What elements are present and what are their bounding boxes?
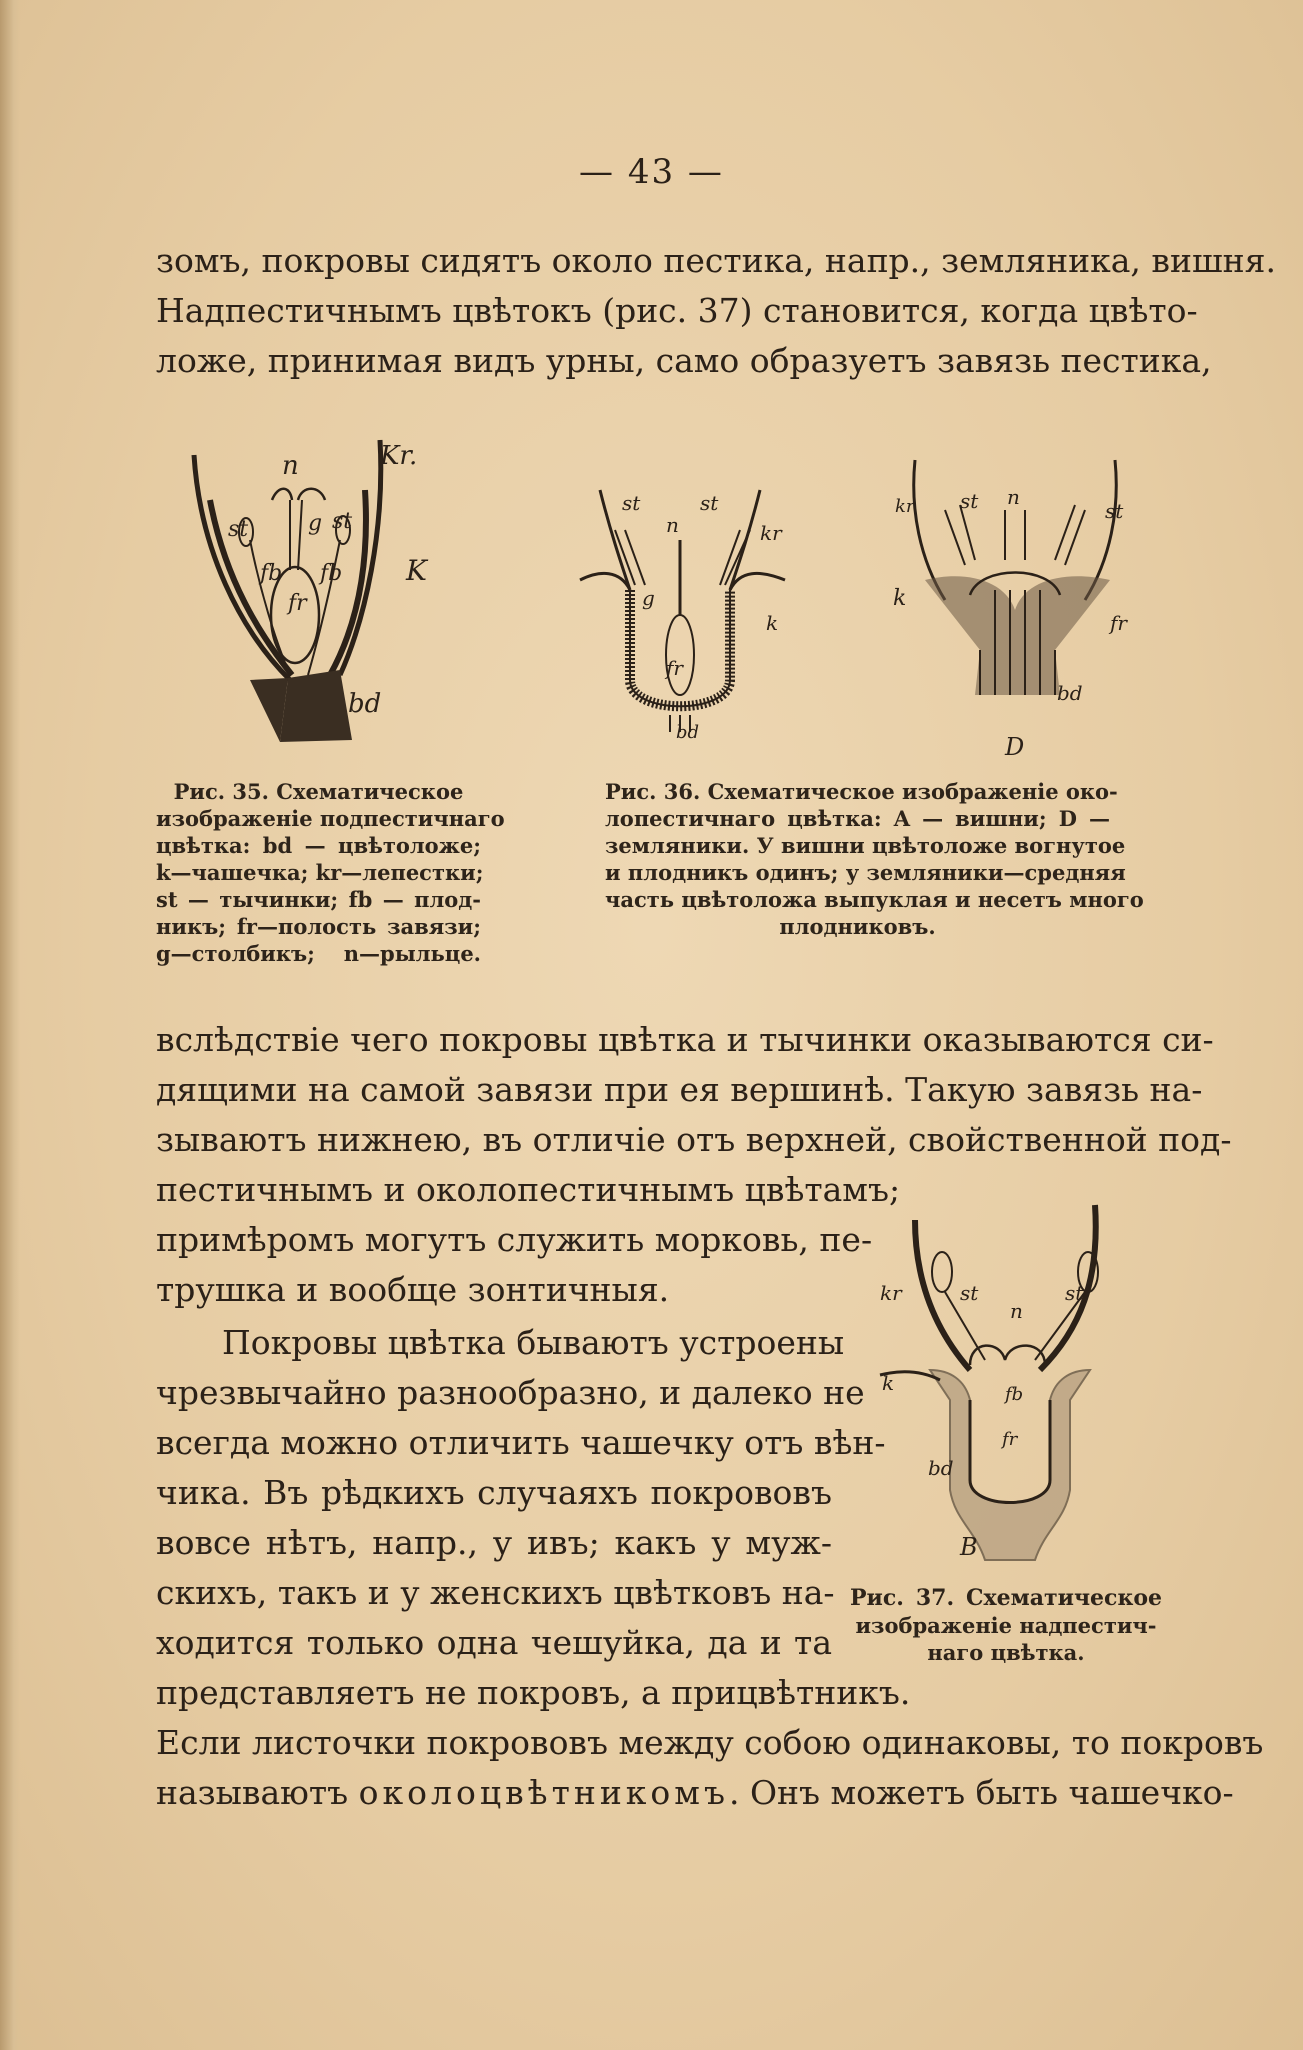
text-line: зомъ, покровы сидятъ около пестика, напр., земляника, вишня. <box>156 241 1276 280</box>
text-line <box>156 1768 1234 1818</box>
fig36a-label-kr: kr <box>760 521 782 545</box>
caption-line: Рис. 37. Схематическое <box>850 1585 1162 1611</box>
text-line: чика. Въ рѣдкихъ случаяхъ покрововъ <box>156 1473 832 1512</box>
text-line: чрезвычайно разнообразно, и далеко не <box>156 1373 865 1412</box>
fig36a-label-fr: fr <box>666 656 683 680</box>
fig36a-label-k: k <box>766 611 779 635</box>
fig35-label-bd: bd <box>348 689 382 719</box>
fig35-label-fr: fr <box>288 591 307 616</box>
fig36a-label-st: st <box>700 491 719 515</box>
fig37-label-kr: kr <box>880 1281 902 1305</box>
figure-36a-drawing <box>570 470 810 740</box>
page-number: — 43 — <box>579 152 724 192</box>
page-edge-shadow <box>0 0 20 2050</box>
fig36d-label-st: st <box>960 489 979 513</box>
fig35-label-fb: fb <box>260 561 283 586</box>
fig37-label-n: n <box>1010 1299 1023 1323</box>
fig36d-label-n: n <box>1007 485 1020 509</box>
text-line: скихъ, такъ и у женскихъ цвѣтковъ на- <box>156 1573 835 1612</box>
caption-line: k—чашечка; kr—лепестки; <box>156 860 484 885</box>
caption-line: Рис. 36. Схематическое изображенiе око- <box>605 779 1118 804</box>
text-line: трушка и вообще зонтичныя. <box>156 1270 670 1309</box>
text-line: представляетъ не покровъ, а прицвѣтникъ. <box>156 1673 911 1712</box>
fig36a-label-n: n <box>666 513 679 537</box>
fig37-label-st: st <box>1065 1281 1084 1305</box>
fig37-label-fr: fr <box>1002 1429 1018 1450</box>
fig37-label-B: B <box>960 1533 978 1561</box>
fig37-label-k: k <box>882 1371 895 1395</box>
caption-line: никъ; fr—полость завязи; <box>156 914 481 939</box>
caption-line: и плодникъ одинъ; у земляники—средняя <box>605 860 1126 885</box>
caption-line: изображенiе надпестич- <box>855 1613 1157 1638</box>
figure-37-caption <box>850 1585 1162 1666</box>
fig36d-label-kr: kr <box>895 496 915 517</box>
figure-37-drawing <box>870 1200 1140 1570</box>
fig36d-label-bd: bd <box>1057 681 1083 705</box>
text-line: вслѣдствiе чего покровы цвѣтка и тычинки оказываются си- <box>156 1020 1214 1059</box>
fig36d-label-fr: fr <box>1110 611 1127 635</box>
fig37-label-st: st <box>960 1281 979 1305</box>
fig35-label-fb: fb <box>320 561 343 586</box>
fig36d-label-D: D <box>1005 733 1025 760</box>
fig37-label-fb: fb <box>1005 1384 1024 1405</box>
text-segment: . Онъ можетъ быть чашечко- <box>728 1773 1234 1812</box>
caption-line: изображенiе подпестичнаго <box>156 806 505 831</box>
caption-line: цвѣтка: bd — цвѣтоложе; <box>156 833 481 858</box>
fig36d-label-st: st <box>1105 499 1124 523</box>
figure-36-caption <box>605 778 1144 940</box>
text-line: Если листочки покрововъ между собою одинаковы, то покровъ <box>156 1723 1264 1762</box>
fig35-label-k: K <box>406 554 427 587</box>
text-line: вовсе нѣтъ, напр., у ивъ; какъ у муж- <box>156 1523 832 1562</box>
text-line: зываютъ нижнею, въ отличiе отъ верхней, свойственной под- <box>156 1120 1232 1159</box>
fig36a-label-bd: bd <box>676 722 700 740</box>
figure-36d-drawing <box>885 450 1145 760</box>
caption-line: часть цвѣтоложа выпуклая и несетъ много <box>605 887 1144 912</box>
caption-line: st — тычинки; fb — плод- <box>156 887 481 912</box>
fig35-label-st: st <box>332 509 353 534</box>
term-perianth: околоцвѣтникомъ <box>358 1773 729 1812</box>
text-segment: называютъ <box>156 1773 359 1812</box>
fig36d-label-k: k <box>893 586 907 611</box>
fig35-label-st: st <box>228 517 249 542</box>
fig35-label-kr: Kr. <box>380 441 418 471</box>
fig36a-label-st: st <box>622 491 641 515</box>
caption-line: земляники. У вишни цвѣтоложе вогнутое <box>605 833 1126 858</box>
fig37-label-bd: bd <box>928 1456 954 1480</box>
caption-line: g—столбикъ; n—рыльце. <box>156 941 481 966</box>
text-line: Покровы цвѣтка бываютъ устроены <box>222 1323 845 1362</box>
text-line: всегда можно отличить чашечку отъ вѣн- <box>156 1423 886 1462</box>
figure-35-caption <box>156 778 505 967</box>
fig35-label-n: n <box>282 451 299 481</box>
text-line: примѣромъ могутъ служить морковь, пе- <box>156 1220 873 1259</box>
fig36a-label-g: g <box>642 586 655 610</box>
caption-line: плодниковъ. <box>779 914 936 939</box>
text-line: пестичнымъ и околопестичнымъ цвѣтамъ; <box>156 1170 901 1209</box>
fig35-label-g: g <box>308 511 323 536</box>
text-line: ложе, принимая видъ урны, само образуетъ завязь пестика, <box>156 341 1212 380</box>
caption-line: Рис. 35. Схематическое <box>173 779 464 804</box>
figure-35-drawing <box>180 430 480 750</box>
caption-line: лопестичнаго цвѣтка: A — вишни; D — <box>605 806 1110 831</box>
text-line: Надпестичнымъ цвѣтокъ (рис. 37) становится, когда цвѣто- <box>156 291 1198 330</box>
caption-line: наго цвѣтка. <box>927 1640 1085 1665</box>
text-line: ходится только одна чешуйка, да и та <box>156 1623 832 1662</box>
text-line: дящими на самой завязи при ея вершинѣ. Такую завязь на- <box>156 1070 1203 1109</box>
